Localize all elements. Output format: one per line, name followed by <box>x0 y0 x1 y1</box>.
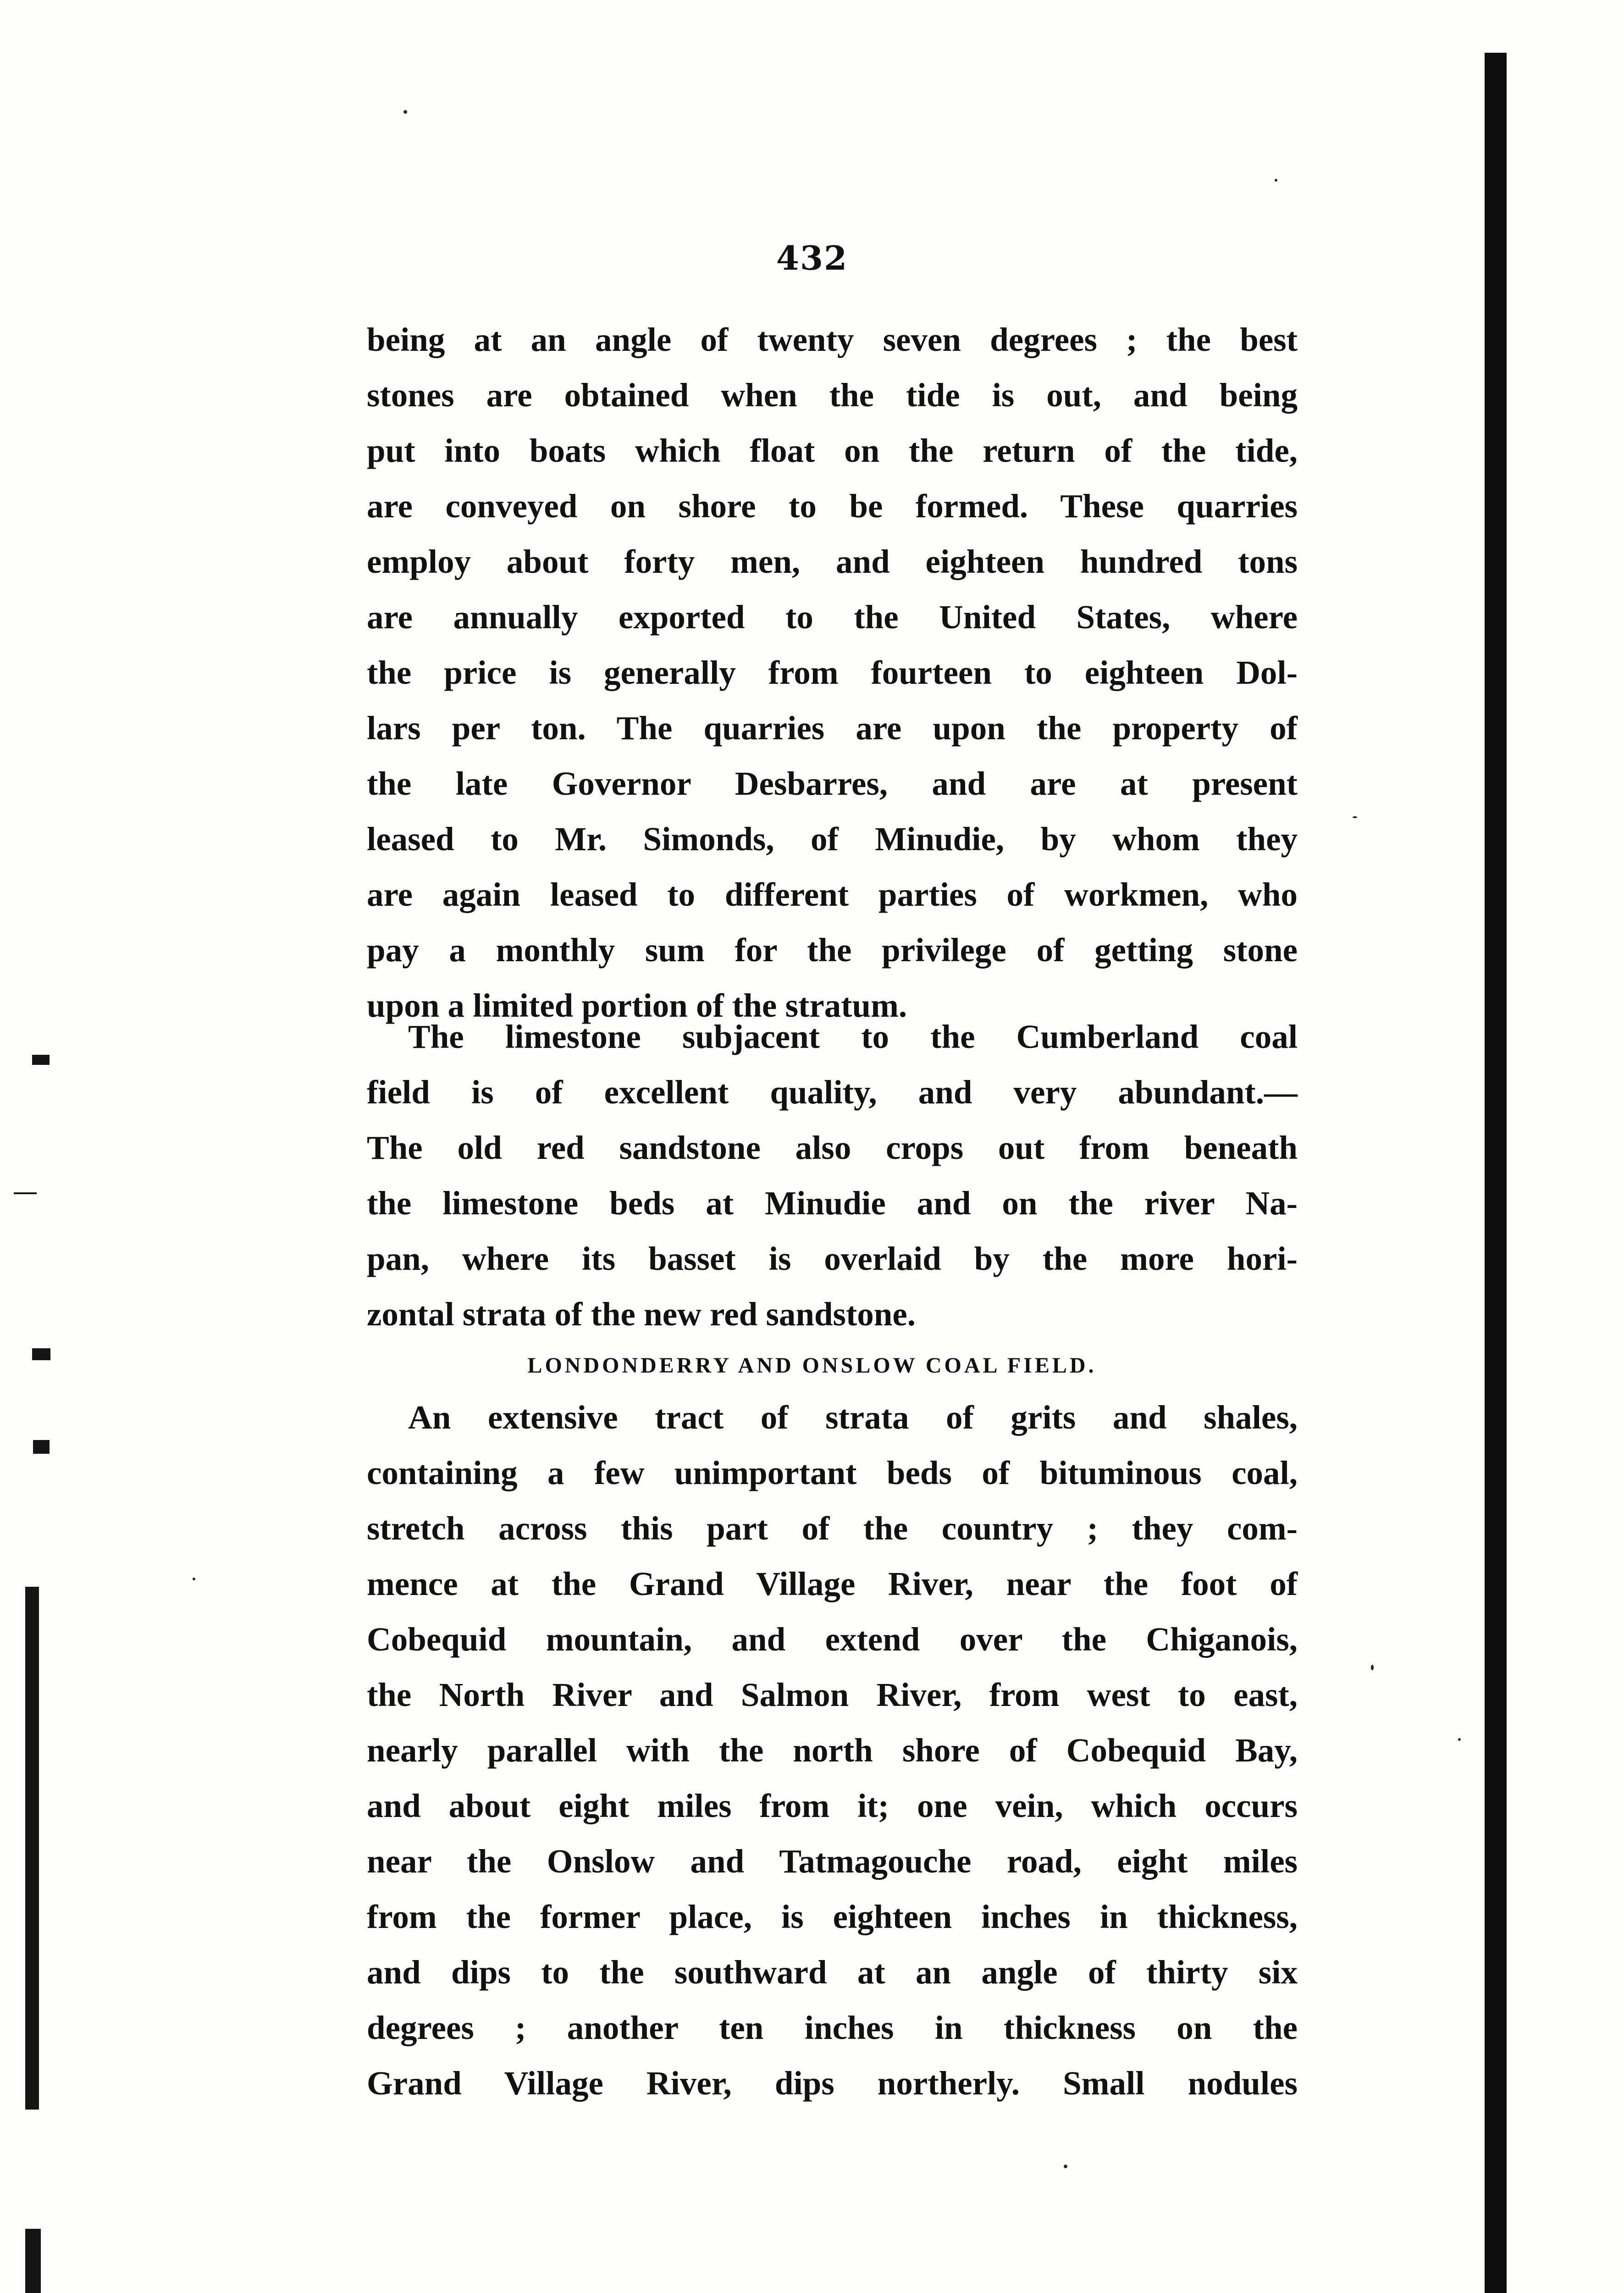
scan-speck <box>1371 1665 1374 1670</box>
text-line: pan, where its basset is overlaid by the more hori- <box>367 1240 1298 1277</box>
page-edge-shadow <box>1485 53 1507 2293</box>
text-line: near the Onslow and Tatmagouche road, eight miles <box>367 1843 1298 1880</box>
scan-speck <box>1064 2165 1067 2168</box>
binding-mark <box>32 1055 50 1065</box>
text-line: lars per ton. The quarries are upon the property of <box>367 709 1298 747</box>
text-line: nearly parallel with the north shore of Cobequid Bay, <box>367 1732 1298 1769</box>
binding-mark <box>25 1587 39 2110</box>
text-line: pay a monthly sum for the privilege of getting stone <box>367 931 1298 969</box>
text-line: stretch across this part of the country ; they com- <box>367 1510 1298 1547</box>
text-line: are annually exported to the United States, where <box>367 598 1298 636</box>
binding-mark <box>33 1440 50 1454</box>
text-line: and dips to the southward at an angle of thirty six <box>367 1954 1298 1991</box>
scan-speck <box>193 1578 195 1580</box>
text-line: the North River and Salmon River, from west to east, <box>367 1676 1298 1713</box>
text-line: leased to Mr. Simonds, of Minudie, by whom they <box>367 820 1298 858</box>
text-line: containing a few unimportant beds of bituminous coal, <box>367 1454 1298 1491</box>
paragraph-1 <box>367 312 1298 1033</box>
text-line: zontal strata of the new red sandstone. <box>367 1296 916 1333</box>
text-line: Cobequid mountain, and extend over the Chiganois, <box>367 1621 1298 1658</box>
text-line: and about eight miles from it; one vein, which occurs <box>367 1787 1298 1824</box>
text-line: employ about forty men, and eighteen hundred tons <box>367 543 1298 580</box>
text-line: mence at the Grand Village River, near the foot of <box>367 1565 1298 1602</box>
text-line: being at an angle of twenty seven degrees ; the best <box>367 321 1298 358</box>
scan-speck <box>403 110 407 114</box>
text-line: An extensive tract of strata of grits and shales, <box>408 1399 1298 1436</box>
text-line: Grand Village River, dips northerly. Small nodules <box>367 2065 1298 2102</box>
text-line: are conveyed on shore to be formed. These quarries <box>367 487 1298 525</box>
text-line: The limestone subjacent to the Cumberland coal <box>408 1018 1298 1055</box>
text-line: upon a limited portion of the stratum. <box>367 987 907 1024</box>
binding-mark <box>14 1192 37 1194</box>
text-line: the price is generally from fourteen to eighteen Dol- <box>367 654 1298 691</box>
scan-speck <box>1458 1738 1461 1741</box>
text-line: The old red sandstone also crops out from beneath <box>367 1129 1298 1166</box>
paragraph-3 <box>367 1390 1298 2111</box>
page-number: 432 <box>776 238 848 277</box>
text-line: the limestone beds at Minudie and on the river Na- <box>367 1185 1298 1222</box>
text-line: put into boats which float on the return of the tide, <box>367 432 1298 469</box>
scan-speck <box>1353 816 1357 818</box>
text-line: the late Governor Desbarres, and are at present <box>367 765 1298 802</box>
binding-mark <box>25 2229 41 2293</box>
text-line: field is of excellent quality, and very abundant.— <box>367 1074 1298 1111</box>
text-line: are again leased to different parties of workmen, who <box>367 876 1298 913</box>
text-line: from the former place, is eighteen inches in thickness, <box>367 1898 1298 1935</box>
text-line: stones are obtained when the tide is out, and being <box>367 377 1298 414</box>
scan-speck <box>1275 179 1277 182</box>
section-heading: LONDONDERRY AND ONSLOW COAL FIELD. <box>527 1353 1097 1378</box>
text-line: degrees ; another ten inches in thickness on the <box>367 2009 1298 2046</box>
paragraph-2 <box>367 1009 1298 1342</box>
